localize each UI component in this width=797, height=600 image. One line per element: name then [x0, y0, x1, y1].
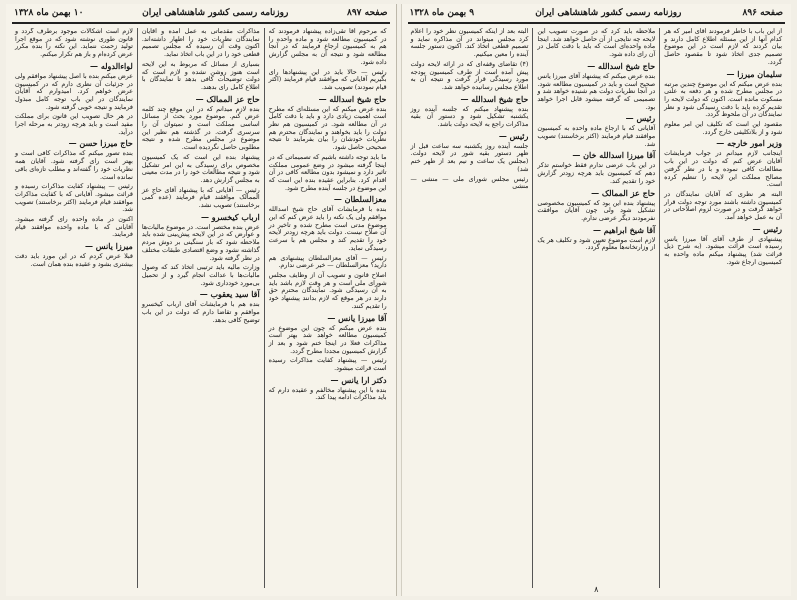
paragraph: لازم است اشکالات موجود برطرف گردد و قانون طوری نوشته شود که در موقع اجرا تولید زحمت ننماید. این نکته را بنده مکرر عرض کرده‌ام و باز هم تکرار میکنم. [15, 28, 133, 59]
paragraph: ملاحظه باید کرد که در صورت تصویب این لایحه چه نتایجی از آن حاصل خواهد شد. اینجا ماده واحده‌ای است که باید با دقت کامل در آن رای داده شود. [537, 28, 656, 59]
speaker-heading: رئیس — [625, 113, 656, 124]
right-page-title: روزنامه رسمی کشور شاهنشاهی ایران [535, 8, 682, 18]
speaker-heading: ارباب کیخسرو — [201, 211, 260, 222]
paragraph: در هر حال تصویب این قانون برای مملکت مفید است و باید هرچه زودتر به مرحله اجرا درآید. [15, 113, 133, 136]
speaker-heading: معزالسلطان — [333, 194, 387, 205]
left-column-2 [139, 28, 263, 588]
paragraph: وزارت مالیه باید ترتیبی اتخاذ کند که وصول مالیات‌ها با عدالت انجام گیرد و از تحمیل بی‌مورد خودداری شود. [141, 264, 260, 287]
column-divider [264, 28, 265, 588]
speaker-heading: رئیس — [498, 130, 529, 141]
column-divider [137, 28, 138, 588]
speaker-heading: آقا سید یعقوب — [199, 289, 260, 300]
paragraph: که مرحوم آقا تقی‌زاده پیشنهاد فرمودند که در کمیسیون مطالعه شود و ماده واحده را هم به کمیسیون ارجاع فرمایند که در آنجا مطالعه شود و نتیجه آن به مجلس گزارش داده شود. [268, 28, 387, 66]
paragraph: بنده تصور میکنم که مذاکرات کافی است و بهتر است رای گرفته شود. آقایان همه نظریات خود را گفته‌اند و مطلب تازه‌ای باقی نمانده است. [15, 150, 133, 181]
speaker-heading: حاج عز الممالک — [195, 93, 260, 104]
speaker-heading: حاج شیخ اسدالله — [318, 93, 387, 104]
paragraph: از این باب با خاطر فرمودند آقای امیر که هر کدام آنها از این مسئله اطلاع کامل دارند و بیان کردند که لازم است در این موضوع تصمیم جدی اتخاذ شود تا مقصود حاصل گردد. [664, 28, 782, 66]
paragraph: رئیس — پیشنهاد کفایت مذاکرات رسیده و قرائت میشود. آقایانی که با کفایت مذاکرات موافقند قیام فرمایند (اکثر برخاستند) تصویب شد. [15, 183, 133, 214]
left-page-number: صفحه ۸۹۷ [347, 8, 388, 18]
speaker-heading: حاج شیخ اسدالله — [460, 93, 529, 104]
paragraph: (۴) تقاضای وقفه‌ای که در ارائه لایحه دولت پیش آمده است از طرف کمیسیون بودجه مورد رسیدگی قرار گرفت و نتیجه آن به اطلاع مجلس رسانیده خواهد شد. [410, 60, 529, 91]
paragraph: بنده با فرمایشات آقای حاج شیخ اسدالله موافقم ولی یک نکته را باید عرض کنم که این موضوع مدتی است مطرح شده و تاخیر در آن صلاح نیست. دولت باید هرچه زودتر لایحه خود را تقدیم کند و مجلس هم با سرعت رسیدگی نماید. [268, 206, 387, 252]
paragraph: عرض بنده مختصر است. در موضوع مالیات‌ها و عوارض که در این لایحه پیش‌بینی شده باید ملاحظه شود که بار سنگینی بر دوش مردم گذاشته نشود و وضع اقتصادی طبقات مختلف در نظر گرفته شود. [141, 223, 260, 262]
paragraph: در این باب عرضی ندارم فقط خواستم تذکر دهم که کمیسیون باید هرچه زودتر گزارش خود را تقدیم کند. [537, 162, 656, 185]
column-divider [532, 28, 533, 588]
left-page [6, 4, 397, 596]
paragraph: البته هر نظری که آقایان نمایندگان در کمیسیون داشته باشند مورد توجه دولت قرار خواهد گرفت و در صورت لزوم اصلاحاتی در آن به عمل خواهد آمد. [664, 190, 782, 222]
paragraph: آقایانی که با ارجاع ماده واحده به کمیسیون موافقند قیام فرمایند (اکثر برخاستند) تصویب شد. [537, 125, 656, 148]
right-page [401, 4, 792, 596]
page-footer-number: ۸ [594, 585, 599, 594]
paragraph: البته بعد از اینکه کمیسیون نظر خود را اعلام کرد مجلس میتواند در آن مذاکره نماید و تصمیم قطعی اتخاذ کند. اکنون دستور جلسه آینده را معین میکنیم. [410, 28, 529, 59]
paragraph: رئیس — پیشنهاد کفایت مذاکرات رسیده است قرائت میشود. [268, 357, 387, 373]
right-column-1 [661, 28, 785, 588]
speaker-heading: وزیر امور خارجه — [716, 138, 782, 149]
speaker-heading: رئیس — [752, 223, 782, 234]
paragraph: پیشنهاد بنده این است که یک کمیسیون مخصوص برای رسیدگی به این امر تشکیل شود و نتیجه مطالعات خود را در مدت معینی به مجلس گزارش دهد. [141, 153, 260, 184]
speaker-heading: آقا شیخ ابراهیم — [593, 224, 656, 235]
speaker-heading: حاج شیخ اسدالله — [587, 60, 656, 71]
paragraph: اصلاح قانون و تصویب آن از وظایف مجلس شورای ملی است و هر وقت لازم باشد باید به آن رسیدگی شود. نمایندگان محترم حق دارند در هر موقع که لازم بدانند پیشنهاد خود را تقدیم کنند. [268, 271, 387, 310]
speaker-heading: حاج عز الممالک — [591, 187, 656, 198]
left-page-header [12, 7, 390, 24]
right-column-2 [534, 28, 658, 588]
speaker-heading: سلیمان میرزا — [726, 68, 782, 79]
right-page-date: ۹ بهمن ماه ۱۳۲۸ [409, 8, 475, 18]
paragraph: بنده عرض میکنم که چون این موضوع در کمیسیون مطالعه خواهد شد بهتر است مذاکرات فعلا در اینجا ختم شود و بعد از گزارش کمیسیون مجددا مطرح گردد. [268, 324, 387, 355]
paragraph: قبلا عرض کردم که در این مورد باید دقت بیشتری بشود و عقیده بنده همان است. [15, 253, 133, 268]
paragraph: بسیاری از مسائل که مربوط به این لایحه است هنوز روشن نشده و لازم است که دولت توضیحات کافی بدهد تا نمایندگان با اطلاع کامل رای بدهند. [141, 60, 260, 91]
paragraph: بنده لازم میدانم که در این موقع چند کلمه عرض کنم. موضوع مورد بحث از مسائل اساسی مملکت است و نمیتوان آن را سرسری گرفت. در گذشته هم نظیر این موضوع در مجلس مطرح شده و نتیجه مطلوبی حاصل نگردیده است. [141, 105, 260, 152]
paragraph: عرض میکنم بنده با اصل پیشنهاد موافقم ولی در جزئیات آن نظری دارم که در کمیسیون عرض خواهم کرد. امیدوارم که آقایان نمایندگان در این باب توجه کامل مبذول فرمایند و نتیجه خوبی گرفته شود. [15, 72, 133, 111]
paragraph: اینجانب لازم میدانم در جواب فرمایشات آقایان عرض کنم که دولت در این باب مطالعات کافی نموده و با در نظر گرفتن مصالح مملکت این لایحه را تنظیم کرده است. [664, 150, 782, 189]
left-page-title: روزنامه رسمی کشور شاهنشاهی ایران [142, 8, 289, 18]
left-page-columns [12, 28, 390, 588]
paragraph: اکنون در ماده واحده رای گرفته میشود. آقایانی که با ماده واحده موافقند قیام فرمایند. [15, 216, 133, 239]
paragraph: رئیس — حالا باید در این پیشنهادها رای بگیریم آقایانی که موافقند قیام فرمایند (اکثر قیام نمودند) تصویب شد. [268, 68, 387, 91]
speaker-heading: حاج میرزا حسن — [68, 138, 133, 149]
speaker-heading: آقا میرزا اسدالله خان — [572, 150, 656, 161]
right-page-columns [408, 28, 786, 588]
left-column-3 [12, 28, 136, 588]
column-divider [659, 28, 660, 588]
paragraph: بنده عرض میکنم که این مسئله‌ای که مطرح است اهمیت زیادی دارد و باید با دقت کامل در آن مطالعه شود. در کمیسیون هم نظر دولت را باید بخواهند و نمایندگان محترم هم نظریات خودشان را بیان بفرمایند تا نتیجه صحیحی حاصل شود. [268, 105, 387, 152]
paragraph: پیشنهادی از طرف آقای آقا میرزا یانس رسیده است قرائت میشود. (به شرح ذیل قرائت شد) پیشنهاد میکنم ماده واحده به کمیسیون ارجاع شود. [664, 235, 782, 266]
speaker-heading: آقا میرزا یانس — [327, 312, 387, 323]
right-page-header [408, 7, 786, 24]
paragraph: بنده هم با فرمایشات آقای ارباب کیخسرو موافقم و تقاضا دارم که دولت در این باب توضیح کافی بدهد. [141, 301, 260, 324]
right-page-number: صفحه ۸۹۶ [742, 8, 783, 18]
left-page-date: ۱۰ بهمن ماه ۱۳۲۸ [14, 8, 84, 18]
paragraph: ما باید توجه داشته باشیم که تصمیماتی که در اینجا گرفته میشود در وضع عمومی مملکت تاثیر دارد و نمیشود بدون مطالعه کافی در آن اقدام کرد. بنابراین عقیده بنده این است که این موضوع در جلسه آینده مطرح شود. [268, 153, 387, 192]
paragraph: پیشنهاد بنده این بود که کمیسیون مخصوصی تشکیل شود ولی چون آقایان موافقت نفرمودند دیگر عرضی ندارم. [537, 199, 656, 222]
paragraph: بنده عرض میکنم که این موضوع چندین مرتبه در مجلس مطرح شده و هر دفعه به علتی مسکوت مانده است. اکنون که دولت لایحه را تقدیم کرده باید با دقت رسیدگی شود و نظر نمایندگان در آن ملحوظ گردد. [664, 80, 782, 119]
paragraph: رئیس مجلس شورای ملی — منشی — منشی [410, 175, 529, 191]
right-column-3 [408, 28, 532, 588]
left-column-1 [266, 28, 390, 588]
paragraph: مقصود این است که تکلیف این امر معلوم شود و از بلاتکلیفی خارج گردد. [664, 121, 782, 136]
speaker-heading: دکتر ارا یانس — [330, 374, 387, 385]
paragraph: مذاکرات مقدماتی به عمل آمده و آقایان نمایندگان نظریات خود را اظهار داشته‌اند. اکنون وقت آن رسیده که مجلس تصمیم قطعی خود را در این باب اتخاذ نماید. [141, 28, 260, 59]
paragraph: بنده با این پیشنهاد مخالفم و عقیده دارم که باید مذاکرات ادامه پیدا کند. [268, 386, 387, 402]
paragraph: بنده پیشنهاد میکنم که جلسه آینده روز یکشنبه تشکیل شود و دستور آن بقیه مذاکرات راجع به لایحه دولت باشد. [410, 105, 529, 129]
paragraph: بنده عرض میکنم که پیشنهاد آقای میرزا یانس صحیح است و باید در کمیسیون مطالعه شود. در آنجا نظریات دولت هم شنیده خواهد شد و تصمیمی که گرفته میشود قابل اجرا خواهد بود. [537, 72, 656, 111]
speaker-heading: لواءالدوله — [90, 60, 133, 71]
paragraph: جلسه آینده روز یکشنبه سه ساعت قبل از ظهر دستور بقیه شور در لایحه دولت. (مجلس یک ساعت و نیم بعد از ظهر ختم شد) [410, 142, 529, 173]
paragraph: رئیس — آقایانی که با پیشنهاد آقای حاج عز الممالک موافقند قیام فرمایند (عده کمی برخاستند) تصویب نشد. [141, 186, 260, 210]
paragraph: لازم است موضوع تعیین شود و تکلیف هر یک از وزارتخانه‌ها معلوم گردد. [537, 236, 656, 252]
speaker-heading: میرزا یانس — [84, 241, 133, 252]
paragraph: رئیس — آقای معزالسلطان پیشنهادی هم دارید؟ معزالسلطان — خیر عرضی ندارم. [268, 254, 387, 270]
